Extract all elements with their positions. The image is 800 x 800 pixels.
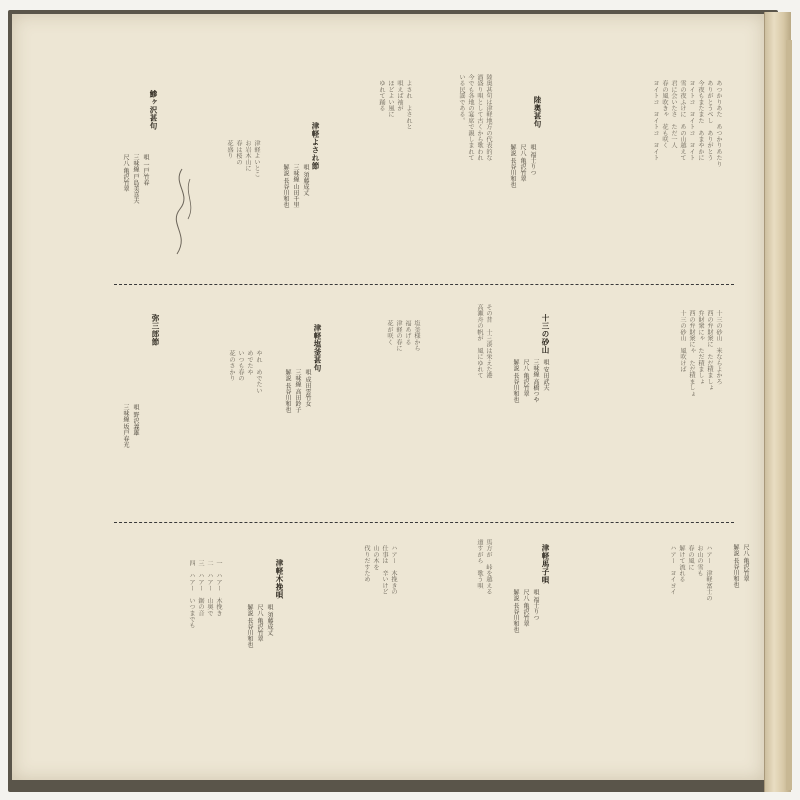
song-title: 十三の砂山 — [541, 314, 550, 354]
lyrics-block: あつかりあた あつかりあたり ありがとうべし ありがとう 今夜もまたまた あまやかに ヨイトコ ヨイトコ ヨイト 雪の夜ふけに あの山越えて 君に会いたさ ただ一人 春の風吹きゃ 花も咲く ヨイトコ ヨイトコ ヨイト — [652, 80, 722, 167]
section-divider-top — [114, 284, 734, 285]
lyrics-block: 十三の砂山 米ならよかろ 西の弁財衆に ただ積ましょ 弁財衆にゃ ただ積ましょ 西の弁財衆にゃ ただ積ましょ 十三の砂山 風吹けば — [679, 310, 722, 397]
lyrics-block: ハアー 津軽富士の お山の雪も 春の風に 解けて流れる ハアー ヨイヨイ — [669, 545, 712, 601]
notes-block: 馬方が 峠を越える 道すがら 歌う唄 — [476, 539, 492, 595]
song-title: 弥三郎節 — [151, 314, 160, 346]
song-credits: 唄 安田武夫 三味線 高橋つや 尺八 亀沢竹翠 解説 長谷川和也 — [512, 359, 549, 403]
song-credits: 唄 福士りつ 尺八 亀沢竹翠 解説 長谷川和也 — [512, 589, 539, 633]
song-credits: 唄 須藤成丈 尺八 亀沢竹翠 解説 長谷川和也 — [246, 604, 273, 648]
song-title: 津軽よされ節 — [311, 122, 320, 170]
notes-block: 陸奥甚句は津軽地方の代表的な 酒盛り唄として古くから歌われ 今でも各地の宴席で親しまれて いる民謡である。 — [458, 74, 492, 161]
song-title: 鯵ヶ沢甚句 — [149, 90, 158, 130]
handwritten-signature — [162, 164, 202, 264]
lyrics-block: よされ よされと 唄えば袖が ほどよい風に ゆれて踊る — [378, 80, 412, 130]
lyrics-block: 塩釜様から 福あげる 津軽の春に 花が咲く — [386, 320, 420, 352]
song-title: 津軽馬子唄 — [541, 544, 550, 584]
sleeve-spine-edge — [786, 40, 792, 790]
song-title: 陸奥甚句 — [533, 96, 542, 128]
song-credits: 唄 福士りつ 尺八 亀沢竹翠 解説 長谷川和也 — [509, 144, 536, 188]
song-credits: 尺八 亀沢竹翠 解説 長谷川和也 — [732, 544, 749, 588]
lyrics-block: 一 ハアー 木挽き 二 ハアー 山奥で 三 ハアー 鋸の音 四 ハアー いつまでも — [188, 560, 222, 629]
notes-block: その昔 十三湊は栄えた港 高瀬舟の帆が 風にゆれて — [476, 304, 492, 379]
song-credits: 唄 一戸竹春 三味線 戸島美喜夫 尺八 亀沢竹翠 — [122, 154, 149, 204]
song-credits: 唄 成田雲竹女 三味線 高田鈴子 解説 長谷川和也 — [284, 369, 311, 413]
lyrics-block: 津軽よいとこ お岩木山に 春は桜の 花盛り — [226, 140, 260, 178]
liner-notes-sheet — [12, 14, 764, 780]
lyrics-block: ハアー 木挽きの 仕事は 辛いけど 山の木を 伐りだすため — [363, 545, 397, 595]
section-divider-bottom — [114, 522, 734, 523]
song-title: 津軽木挽唄 — [275, 559, 284, 599]
song-title: 津軽塩釜甚句 — [313, 324, 322, 372]
song-credits: 唄 須藤成丈 三味線 山田千里 解説 長谷川和也 — [282, 164, 309, 208]
song-credits: 唄 野沢義雄 三味線 坂戸春光 — [122, 404, 139, 448]
lyrics-block: やれ めでたい めでたや いつも春の 花のさかり — [228, 350, 262, 394]
